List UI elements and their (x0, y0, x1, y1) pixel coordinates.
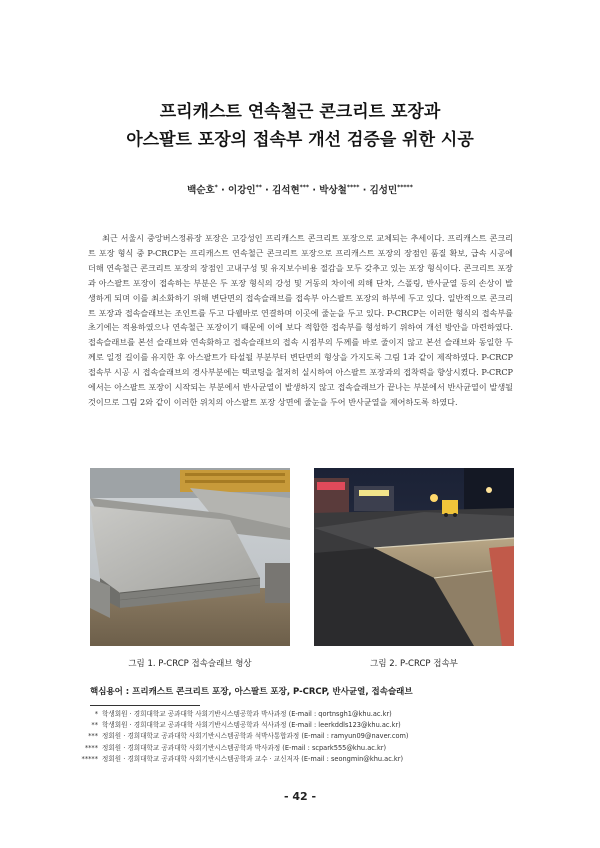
footnote-text: 정회원 · 경희대학교 공과대학 사회기반시스템공학과 석박사통합과정 (E-mail : ramyun09@naver.com) (102, 732, 409, 741)
keywords: 핵심용어 : 프리캐스트 콘크리트 포장, 아스팔트 포장, P-CRCP, 반사균열, 접속슬래브 (90, 687, 413, 697)
author-mark: ** (255, 183, 262, 191)
precast-slab-image (90, 468, 290, 646)
figure-2-caption: 그림 2. P-CRCP 접속부 (370, 659, 458, 669)
footnote (60, 754, 540, 765)
author-mark: * (214, 183, 218, 191)
author-name: 백순호 (187, 185, 215, 196)
footnote-text: 학생회원 · 경희대학교 공과대학 사회기반시스템공학과 석사과정 (E-mail : leerkddls123@khu.ac.kr) (102, 721, 401, 730)
figure-2-photo (314, 468, 514, 646)
footnote-mark: **** (84, 743, 98, 752)
author-name: 김석현 (272, 185, 300, 196)
footnote (60, 720, 540, 731)
author-mark: *** (299, 183, 310, 191)
footnotes (60, 709, 540, 765)
footnote-mark: *** (88, 732, 98, 741)
footnote (60, 709, 540, 720)
author-name: 이강인 (228, 185, 256, 196)
abstract-paragraph: 최근 서울시 중앙버스정류장 포장은 고강성인 프리캐스트 콘크리트 포장으로 교체되는 추세이다. 프리캐스트 콘크리트 포장 형식 중 P-CRCP는 프리캐스트 연속철근 콘크리트 포장으로 프리캐스트 포장의 장점인 품질 확보, 급속 시공에 더해 연속철근 콘크리트 포장의 장점인 고내구성 및 유지보수비용 절감을 모두 갖추고 있는 포장 형식이다. 콘크리트 포장과 아스팔트 포장이 접속하는 부분은 두 포장 형식의 강성 및 거동의 차이에 의해 단차, 스폴링, 반사균열 등의 손상이 발생하게 되며 이를 최소화하기 위해 변단면의 접속슬래브를 접속부 아스팔트 포장의 하부에 두고 있다. 일반적으로 콘크리트 포장과 접속슬래브는 조인트를 두고 다웰바로 연결하며 이곳에 줄눈을 두고 있다. P-CRCP는 이러한 형식의 접속부를 초기에는 적용하였으나 연속철근 포장이기 때문에 이에 보다 적합한 접속부를 형성하기 위하여 개선 방안을 마련하였다. 접속슬래브를 본선 슬래브와 연속화하고 접속슬래브의 접속 시점부의 두께를 바로 줄이지 않고 본선 슬래브와 동일한 두께로 일정 길이를 유지한 후 아스팔트가 타설될 부분부터 변단면의 형상을 가지도록 그림 1과 같이 제작하였다. P-CRCP 접속부 시공 시 접속슬래브의 경사부분에는 택코팅을 철저히 실시하여 아스팔트 포장과의 접착력을 향상시켰다. P-CRCP에서는 아스팔트 포장이 시작되는 부분에서 반사균열이 발생하지 않고 접속슬래브가 끝나는 부분에서 반사균열이 발생될 것이므로 그림 2와 같이 이러한 위치의 아스팔트 포장 상면에 줄눈을 두어 반사균열을 제어하도록 하였다. (88, 233, 513, 407)
footnote-text: 정회원 · 경희대학교 공과대학 사회기반시스템공학과 박사과정 (E-mail : scpark555@khu.ac.kr) (102, 743, 387, 752)
footnote-text: 학생회원 · 경희대학교 공과대학 사회기반시스템공학과 박사과정 (E-mail : qortnsgh1@khu.ac.kr) (102, 710, 392, 718)
footnote (60, 731, 540, 742)
author-name: 김성민 (369, 185, 398, 196)
footnote (60, 743, 540, 754)
footnote-mark: ***** (81, 754, 98, 763)
author-name: 박상철 (319, 185, 347, 196)
footnote-mark: * (94, 710, 98, 718)
paper-title-line-1: 프리캐스트 연속철근 콘크리트 포장과 (159, 102, 441, 122)
pavement-joint-image (314, 468, 514, 646)
footnote-divider (90, 705, 200, 706)
author-mark: ***** (397, 183, 413, 191)
figure-1-photo (90, 468, 290, 646)
footnote-text: 정회원 · 경희대학교 공과대학 사회기반시스템공학과 교수 · 교신저자 (E-mail : seongmin@khu.ac.kr) (102, 754, 404, 763)
page-number: - 42 - (283, 790, 317, 803)
author-list: 백순호* · 이강인** · 김석현*** · 박상철**** · 김성민***** (187, 183, 413, 196)
author-mark: **** (346, 183, 360, 191)
paper-title-line-2: 아스팔트 포장의 접속부 개선 검증을 위한 시공 (126, 130, 474, 150)
figure-1-caption: 그림 1. P-CRCP 접속슬래브 형상 (128, 659, 252, 669)
footnote-mark: ** (91, 721, 98, 730)
